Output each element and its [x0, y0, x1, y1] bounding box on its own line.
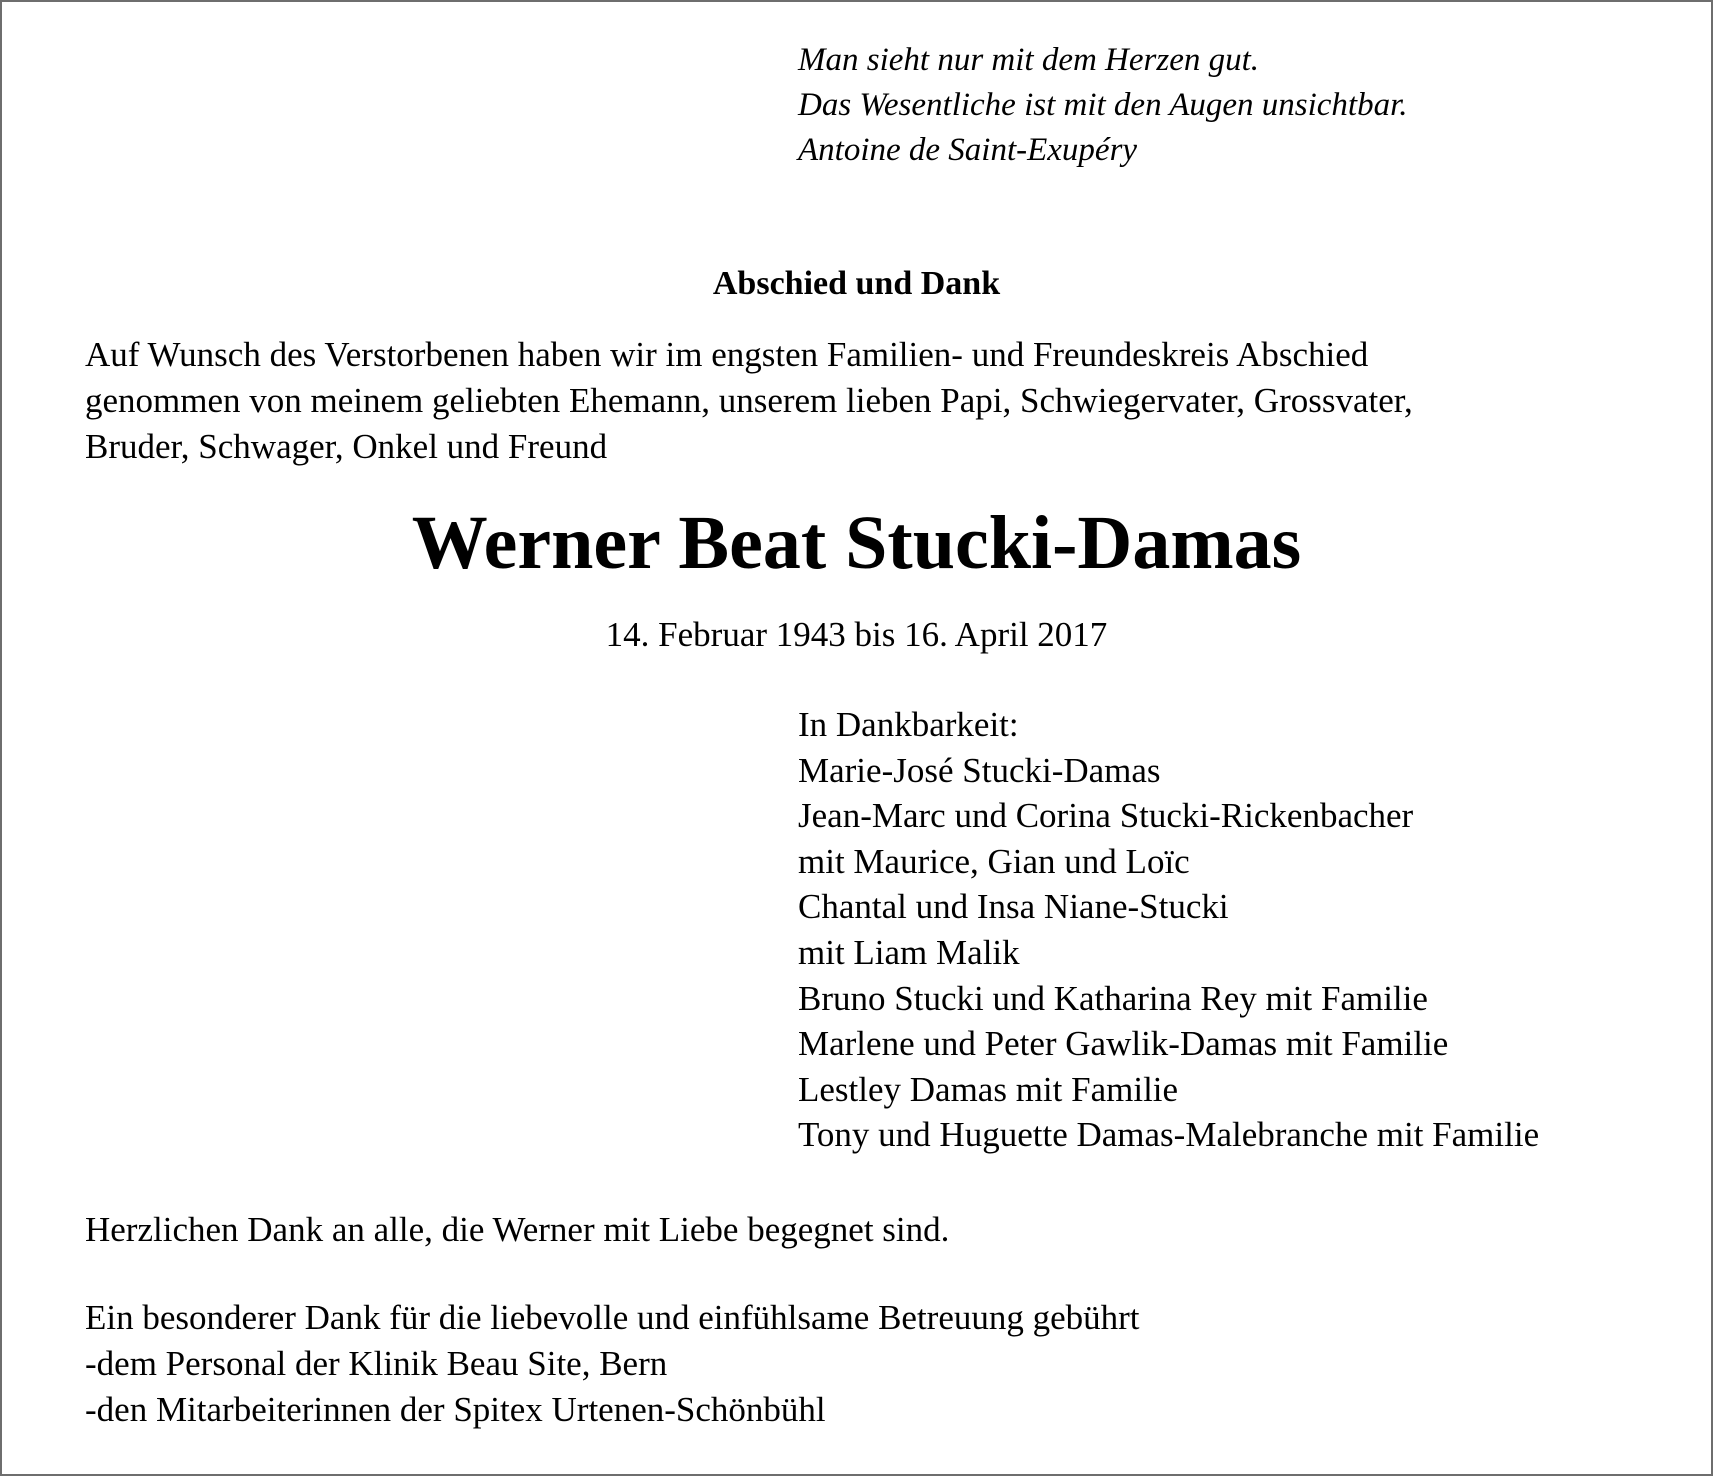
intro-line: genommen von meinem geliebten Ehemann, unserem lieben Papi, Schwiegervater, Grossvater, [85, 381, 1413, 420]
family-line: Marie-José Stucki-Damas [798, 750, 1161, 790]
special-thanks-line: -den Mitarbeiterinnen der Spitex Urtenen-Schönbühl [85, 1390, 826, 1429]
section-heading: Abschied und Dank [712, 265, 1001, 302]
special-thanks-block [85, 1295, 1140, 1433]
quote-author: Antoine de Saint-Exupéry [798, 132, 1138, 168]
family-line: Bruno Stucki und Katharina Rey mit Familie [798, 978, 1428, 1018]
family-line: mit Liam Malik [798, 932, 1020, 972]
family-line: mit Maurice, Gian und Loïc [798, 841, 1190, 881]
family-line: Lestley Damas mit Familie [798, 1069, 1179, 1109]
deceased-name: Werner Beat Stucki-Damas [411, 501, 1302, 585]
special-thanks-line: Ein besonderer Dank für die liebevolle und einfühlsame Betreuung gebührt [85, 1298, 1140, 1337]
life-dates: 14. Februar 1943 bis 16. April 2017 [605, 615, 1108, 654]
quote-line: Das Wesentliche ist mit den Augen unsichtbar. [798, 87, 1408, 123]
special-thanks-line: -dem Personal der Klinik Beau Site, Bern [85, 1344, 668, 1383]
intro-line: Bruder, Schwager, Onkel und Freund [85, 427, 608, 466]
intro-line: Auf Wunsch des Verstorbenen haben wir im engsten Familien- und Freundeskreis Abschied [85, 335, 1369, 374]
family-line: Jean-Marc und Corina Stucki-Rickenbacher [798, 796, 1414, 836]
family-line: Marlene und Peter Gawlik-Damas mit Familie [798, 1024, 1449, 1064]
intro-paragraph [85, 332, 1645, 470]
quote-block [798, 38, 1408, 173]
quote-line: Man sieht nur mit dem Herzen gut. [798, 42, 1260, 78]
family-list [798, 702, 1539, 1158]
family-heading: In Dankbarkeit: [798, 705, 1019, 744]
thanks-line: Herzlichen Dank an alle, die Werner mit Liebe begegnet sind. [85, 1210, 950, 1249]
family-line: Tony und Huguette Damas-Malebranche mit Familie [798, 1115, 1540, 1155]
family-line: Chantal und Insa Niane-Stucki [798, 887, 1229, 927]
